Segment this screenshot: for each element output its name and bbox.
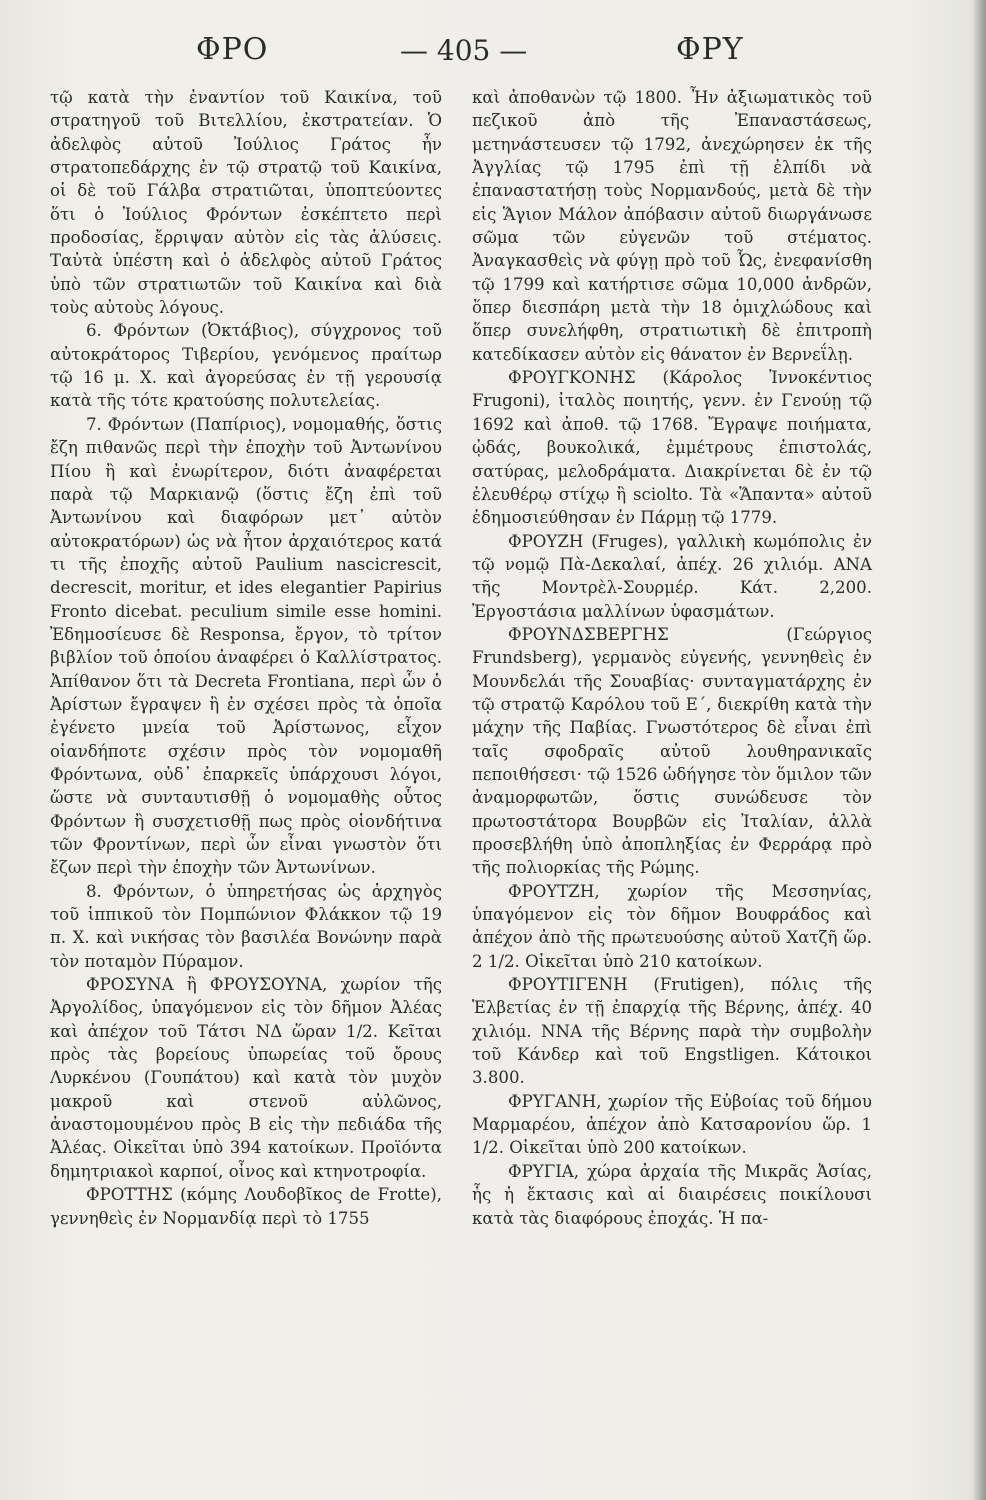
header-right-guide-word: ΦΡΥ: [676, 32, 744, 67]
page-header: [0, 26, 986, 76]
entry-paragraph: ΦΡΟΥΝΔΣΒΕΡΓΗΣ (Γεώργιος Frundsberg), γερμανὸς εὐγενής, γεννηθεὶς ἐν Μουνδελάι τῆς Σουαβίας· συνταγματάρχης ἐν τῷ στρατῷ Καρόλου τοῦ Ε΄, διεκρίθη κατὰ τὴν μάχην τῆς Παβίας. Γνωστότερος δὲ εἶναι ἐπὶ ταῖς σφοδραῖς αὐτοῦ λουθηρανικαῖς πεποιθήσεσι· τῷ 1526 ὡδήγησε τὸν ὅμιλον τῶν ἀναμορφωτῶν, ὅστις συνώδευσε τὸν πρωτοστάτορα Βουρβῶν εἰς Ἰταλίαν, ἀλλὰ προσεβλήθη ὑπὸ ἀποπληξίας ἐν Φερράρᾳ πρὸ τῆς πολιορκίας τῆς Ρώμης.: [472, 624, 872, 878]
entry-paragraph: ΦΡΟΥΤΙΓΕΝΗ (Frutigen), πόλις τῆς Ἑλβετίας ἐν τῇ ἐπαρχίᾳ τῆς Βέρνης, ἀπέχ. 40 χιλιόμ. ΝΝΑ τῆς Βέρνης παρὰ τὴν συμβολὴν τοῦ Κάνδερ καὶ τοῦ Engstligen. Κάτοικοι 3.800.: [472, 975, 872, 1088]
entry-paragraph: ΦΡΟΥΤΖΗ, χωρίον τῆς Μεσσηνίας, ὑπαγόμενον εἰς τὸν δῆμον Βουφράδος καὶ ἀπέχον ἀπὸ τῆς πρωτευούσης αὐτοῦ Χατζῆ ὥρ. 2 1/2. Οἰκεῖται ὑπὸ 210 κατοίκων.: [472, 881, 872, 971]
left-column: [50, 86, 442, 1230]
entry-paragraph: 7. Φρόντων (Παπίριος), νομομαθής, ὅστις ἔζη πιθανῶς περὶ τὴν ἐποχὴν τοῦ Ἀντωνίνου Πίου ἢ καὶ ἐνωρίτερον, διότι ἀναφέρεται παρὰ τῷ Μαρκιανῷ (ὅστις ἔζη ἐπὶ τοῦ Ἀντωνίνου καὶ διαφόρων μετ᾽ αὐτὸν αὐτοκρατόρων) ὡς νὰ ἦτον ἀρχαιότερος κατά τι τῆς ἐποχῆς αὐτοῦ Paulium nascicrescit, decrescit, moritur, et ides elegantier Papirius Fronto dicebat. peculium simile esse homini. Ἐδημοσίευσε δὲ Responsa, ἔργον, τὸ τρίτον βιβλίον τοῦ ὁποίου ἀναφέρει ὁ Καλλίστρατος. Ἀπίθανον ὅτι τὰ Decreta Frontiana, περὶ ὧν ὁ Ἀρίστων ἔγραψεν ἢ ἐν σχέσει πρὸς τὰ ὁποῖα ἐγένετο μνεία τοῦ Ἀρίστωνος, εἶχον οἱανδήποτε σχέσιν πρὸς τὸν νομομαθῆ Φρόντωνα, οὐδ᾽ ἐπαρκεῖς ὑπάρχουσι λόγοι, ὥστε νὰ συνταυτισθῇ ὁ νομομαθὴς οὗτος Φρόντων ἢ συσχετισθῇ πως πρὸς οἱονδήτινα τῶν Φροντίνων, περὶ ὧν εἶναι γνωστὸν ὅτι ἔζων περὶ τὴν ἐποχὴν τῶν Ἀντωνίνων.: [50, 414, 442, 878]
entry-paragraph: ΦΡΟΣΥΝΑ ἢ ΦΡΟΥΣΟΥΝΑ, χωρίον τῆς Ἀργολίδος, ὑπαγόμενον εἰς τὸν δῆμον Ἀλέας καὶ ἀπέχον τοῦ Τάτσι ΝΔ ὥραν 1/2. Κεῖται πρὸς τὰς βορείους ὑπωρείας τοῦ ὄρους Λυρκένου (Γουπάτου) καὶ κατὰ τὸν μυχὸν μακροῦ καὶ στενοῦ αὐλῶνος, ἀναστομουμένου πρὸς Β εἰς τὴν πεδιάδα τῆς Ἀλέας. Οἰκεῖται ὑπὸ 394 κατοίκων. Προϊόντα δημητριακοὶ καρποί, οἶνος καὶ κτηνοτροφία.: [50, 975, 442, 1181]
right-column: [472, 86, 872, 1230]
page-edge-shadow: [972, 0, 986, 1500]
entry-paragraph: καὶ ἀποθανὼν τῷ 1800. Ἦν ἀξιωματικὸς τοῦ πεζικοῦ ἀπὸ τῆς Ἐπαναστάσεως, μετηνάστευσεν τῷ 1792, ἀνεχώρησεν ἐκ τῆς Ἀγγλίας τῷ 1795 ἐπὶ τῇ ἐλπίδι νὰ ἐπαναστατήσῃ τοὺς Νορμανδούς, μετὰ δὲ τὴν εἰς Ἅγιον Μάλον ἀπόβασιν αὐτοῦ διωργάνωσε σῶμα τῶν εὐγενῶν τοῦ στέματος. Ἀναγκασθεὶς νὰ φύγῃ πρὸ τοῦ Ὦς, ἐνεφανίσθη τῷ 1799 καὶ κατήρτισε σῶμα 10,000 ἀνδρῶν, ὅπερ διεσπάρη μετὰ τὴν 18 ὁμιχλώδους καὶ ὅπερ συνελήφθη, στρατιωτικὴ δὲ ἐπιτροπὴ κατεδίκασεν αὐτὸν εἰς θάνατον ἐν Βερνεΐλῃ.: [472, 88, 872, 364]
entry-paragraph: ΦΡΟΤΤΗΣ (κόμης Λουδοβῖκος de Frotte), γεννηθεὶς ἐν Νορμανδίᾳ περὶ τὸ 1755: [50, 1185, 442, 1228]
entry-paragraph: ΦΡΥΓΑΝΗ, χωρίον τῆς Εὐβοίας τοῦ δήμου Μαρμαρέου, ἀπέχον ἀπὸ Κατσαρονίου ὥρ. 1 1/2. Οἰκεῖται ὑπὸ 200 κατοίκων.: [472, 1091, 872, 1158]
entry-paragraph: ΦΡΥΓΙΑ, χώρα ἀρχαία τῆς Μικρᾶς Ἀσίας, ἧς ἡ ἔκτασις καὶ αἱ διαιρέσεις ποικίλουσι κατὰ τὰς διαφόρους ἐποχάς. Ἡ πα-: [472, 1161, 872, 1228]
entry-paragraph: ΦΡΟΥΓΚΟΝΗΣ (Κάρολος Ἰννοκέντιος Frugoni), ἰταλὸς ποιητής, γενν. ἐν Γενούῃ τῷ 1692 καὶ ἀποθ. τῷ 1768. Ἔγραψε ποιήματα, ᾠδάς, βουκολικά, ἐμμέτρους ἐπιστολάς, σατύρας, μελοδράματα. Διακρίνεται δὲ ἐν τῷ ἐλευθέρῳ στίχῳ ἢ sciolto. Τὰ «Ἅπαντα» αὐτοῦ ἐδημοσιεύθησαν ἐν Πάρμῃ τῷ 1779.: [472, 368, 872, 528]
entry-paragraph: 6. Φρόντων (Ὀκτάβιος), σύγχρονος τοῦ αὐτοκράτορος Τιβερίου, γενόμενος πραίτωρ τῷ 16 μ. Χ. καὶ ἀγορεύσας ἐν τῇ γερουσίᾳ κατὰ τῆς τότε κρατούσης πολυτελείας.: [50, 321, 442, 411]
entry-paragraph: ΦΡΟΥΖΗ (Fruges), γαλλικὴ κωμόπολις ἐν τῷ νομῷ Πὰ-Δεκαλαί, ἀπέχ. 26 χιλιόμ. ΑΝΑ τῆς Μοντρὲλ-Σουρμέρ. Κάτ. 2,200. Ἐργοστάσια μαλλίνων ὑφασμάτων.: [472, 531, 872, 621]
header-left-guide-word: ΦΡΟ: [196, 32, 269, 67]
entry-paragraph: τῷ κατὰ τὴν ἐναντίον τοῦ Καικίνα, τοῦ στρατηγοῦ τοῦ Βιτελλίου, ἐκστρατείαν. Ὁ ἀδελφὸς αὐτοῦ Ἰούλιος Γράτος ἦν στρατοπεδάρχης ἐν τῷ στρατῷ τοῦ Καικίνα, οἱ δὲ τοῦ Γάλβα στρατιῶται, ὑποπτεύοντες ὅτι ὁ Ἰούλιος Φρόντων ἐσκέπτετο περὶ προδοσίας, ἔρριψαν αὐτὸν εἰς τὰς ἁλύσεις. Ταὐτὰ ὑπέστη καὶ ὁ ἀδελφὸς αὐτοῦ Γράτος ὑπὸ τῶν στρατιωτῶν τοῦ Καικίνα καὶ διὰ τοὺς αὐτοὺς λόγους.: [50, 88, 442, 318]
entry-paragraph: 8. Φρόντων, ὁ ὑπηρετήσας ὡς ἀρχηγὸς τοῦ ἱππικοῦ τὸν Πομπώνιον Φλάκκον τῷ 19 π. Χ. καὶ νικήσας τὸν βασιλέα Βονώνην παρὰ τὸν ποταμὸν Πύραμον.: [50, 881, 442, 971]
page-number: — 405 —: [400, 34, 528, 67]
